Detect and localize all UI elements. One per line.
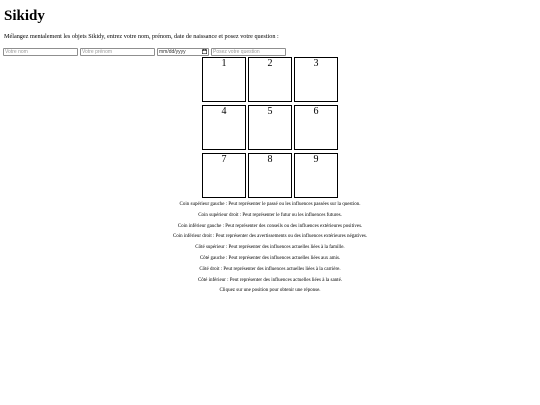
legend-item-top-side: Côté supérieur : Peut représenter des influences actuelles liées à la famille. [195,245,345,251]
grid-cell-6[interactable]: 6 [294,105,338,150]
legend-item-left-side: Côté gauche : Peut représenter des influences actuelles liées aux amis. [199,255,341,261]
grid-cell-5[interactable]: 5 [248,105,292,150]
legend-item-bottom-right: Coin inférieur droit : Peut représenter des avertissements ou des influences extérieures négatives. [172,234,368,240]
sikidy-grid [202,57,338,198]
legend-item-right-side: Côté droit : Peut représenter des influences actuelles liées à la carrière. [199,266,341,272]
legend [0,200,540,297]
page-title: Sikidy [4,8,45,24]
grid-cell-4[interactable]: 4 [202,105,246,150]
legend-item-top-left: Coin supérieur gauche : Peut représenter le passé ou les influences passées sur la question. [179,202,361,207]
legend-item-bottom-side: Côté inférieur : Peut représenter des influences actuelles liées à la santé. [197,277,343,283]
birthdate-placeholder: mm/dd/yyyy [159,49,186,55]
grid-cell-2[interactable]: 2 [248,57,292,102]
prenom-input[interactable] [80,48,155,56]
legend-instruction: Cliquez sur une position pour obtenir une réponse. [219,288,321,294]
grid-cell-8[interactable]: 8 [248,153,292,198]
birthdate-input[interactable] [157,48,209,56]
grid-cell-1[interactable]: 1 [202,57,246,102]
nom-input[interactable] [3,48,78,56]
legend-item-bottom-left: Coin inférieur gauche : Peut représenter des conseils ou des influences extérieures positives. [177,223,363,229]
legend-item-top-right: Coin supérieur droit : Peut représenter le futur ou les influences futures. [198,212,342,218]
form-row [3,48,286,56]
calendar-icon[interactable] [202,49,207,56]
calendar-icon-svg [202,49,207,54]
grid-cell-9[interactable]: 9 [294,153,338,198]
question-input[interactable] [211,48,286,56]
grid-cell-7[interactable]: 7 [202,153,246,198]
intro-text: Mélangez mentalement les objets Sikidy, entrez votre nom, prénom, date de naissance et posez votre question : [4,33,279,40]
grid-cell-3[interactable]: 3 [294,57,338,102]
